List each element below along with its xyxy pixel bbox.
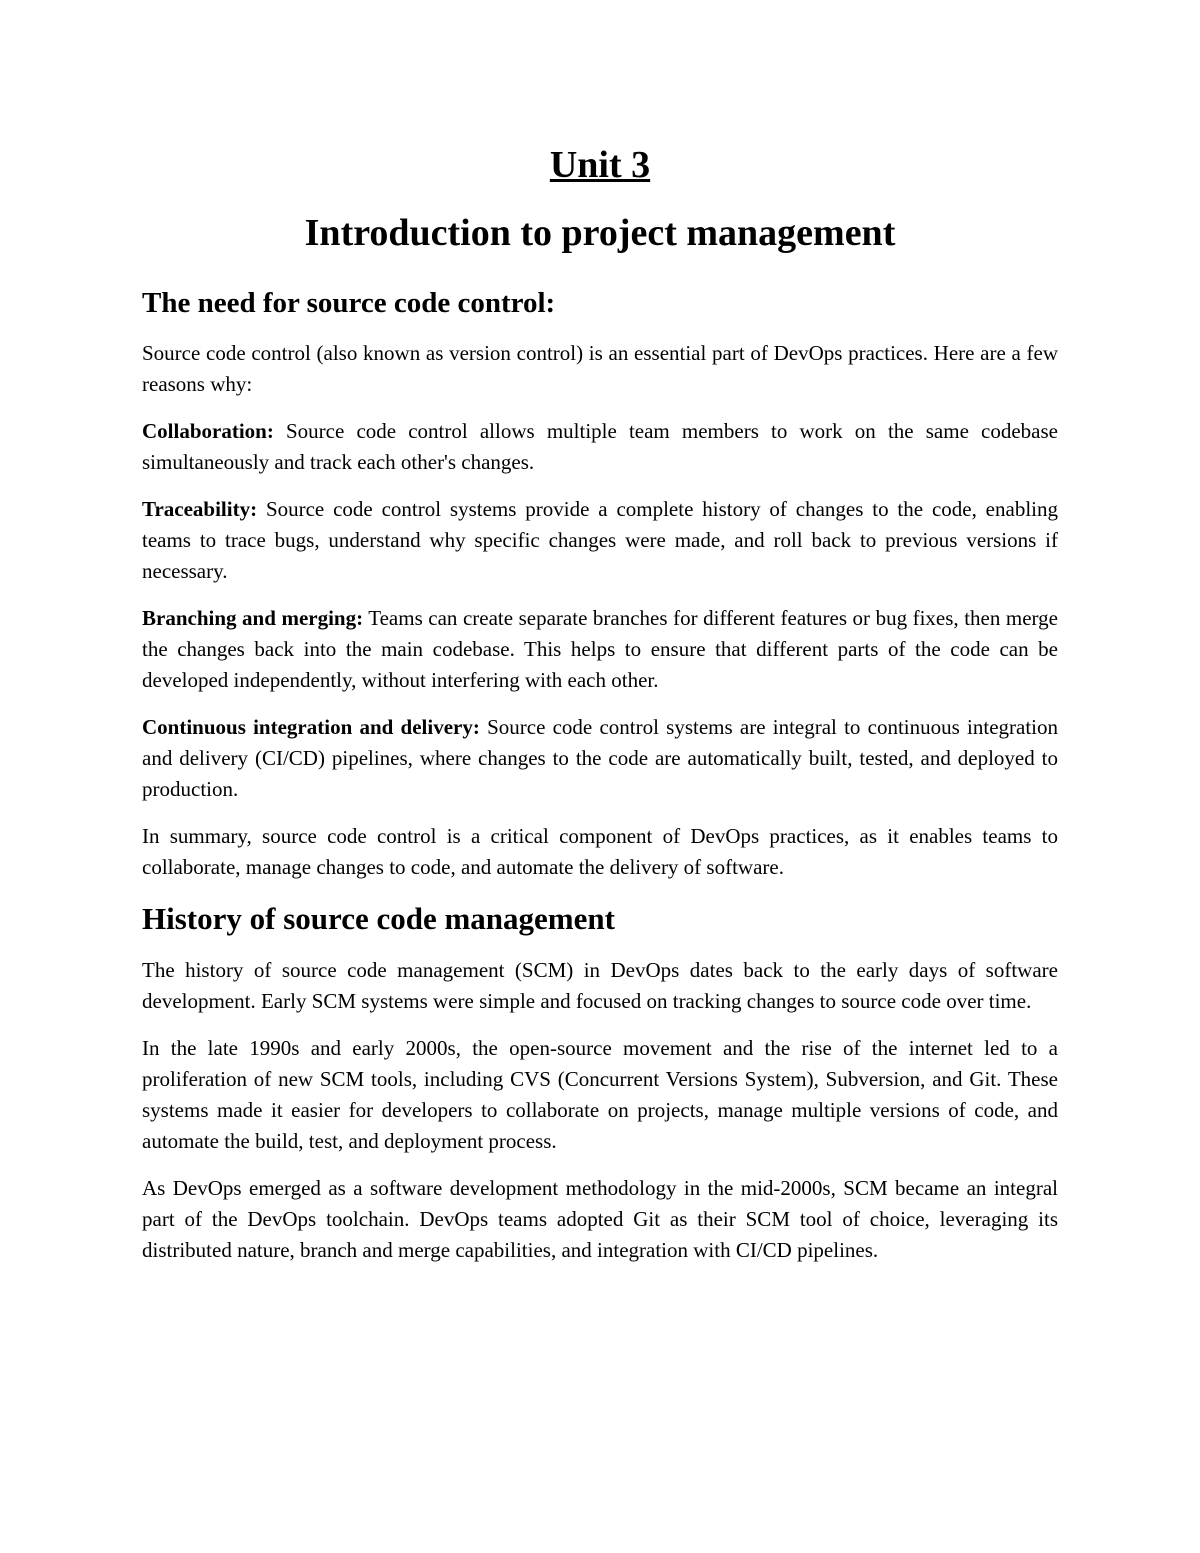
point-text: Source code control systems are integral to continuous integration and delivery (CI/CD) pipelines, where changes to the code are automatically built, tested, and deployed to production.	[142, 715, 1059, 801]
point-term: Collaboration:	[142, 419, 274, 443]
point-collaboration	[142, 416, 1058, 478]
point-text: Source code control allows multiple team members to work on the same codebase simultaneously and track each other's changes.	[142, 419, 1058, 474]
history-paragraph-3: As DevOps emerged as a software development methodology in the mid-2000s, SCM became an integral part of the DevOps toolchain. DevOps teams adopted Git as their SCM tool of choice, leveraging its distributed nature, branch and merge capabilities, and integration with CI/CD pipelines.	[142, 1176, 1058, 1262]
unit-title: Unit 3	[549, 144, 651, 186]
section-heading-history: History of source code management	[142, 901, 615, 936]
point-ci-cd	[142, 712, 1058, 805]
history-paragraph-2: In the late 1990s and early 2000s, the open-source movement and the rise of the internet led to a proliferation of new SCM tools, including CVS (Concurrent Versions System), Subversion, and Git. These systems made it easier for developers to collaborate on projects, manage multiple versions of code, and automate the build, test, and deployment process.	[142, 1036, 1058, 1153]
section-heading-source-code-control: The need for source code control:	[142, 287, 556, 319]
summary-paragraph: In summary, source code control is a critical component of DevOps practices, as it enables teams to collaborate, manage changes to code, and automate the delivery of software.	[142, 824, 1058, 879]
point-text: Source code control systems provide a complete history of changes to the code, enabling teams to trace bugs, understand why specific changes were made, and roll back to previous versions if necessary.	[142, 497, 1058, 583]
history-paragraph-1: The history of source code management (SCM) in DevOps dates back to the early days of software development. Early SCM systems were simple and focused on tracking changes to source code over time.	[142, 958, 1058, 1013]
point-term: Branching and merging:	[142, 606, 364, 630]
point-branching-merging	[142, 603, 1058, 696]
point-term: Continuous integration and delivery:	[142, 715, 480, 739]
document-page	[142, 140, 1058, 1282]
document-title: Introduction to project management	[304, 212, 896, 254]
point-term: Traceability:	[142, 497, 258, 521]
point-traceability	[142, 494, 1058, 587]
point-text: Teams can create separate branches for different features or bug fixes, then merge the changes back into the main codebase. This helps to ensure that different parts of the code can be developed independently, without interfering with each other.	[142, 606, 1058, 692]
intro-paragraph: Source code control (also known as version control) is an essential part of DevOps practices. Here are a few reasons why:	[142, 341, 1058, 396]
